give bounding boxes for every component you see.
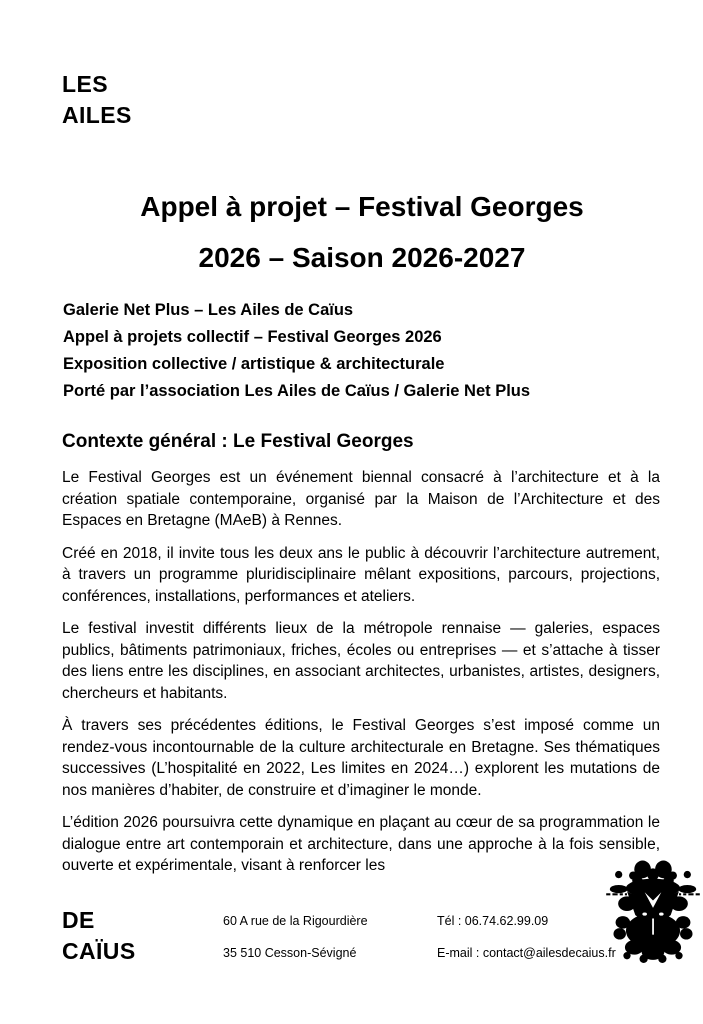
address-street: 60 A rue de la Rigourdière xyxy=(223,914,368,928)
paragraph-5: L’édition 2026 poursuivra cette dynamique en plaçant au cœur de sa programmation le dialogue entre art contemporain et architecture, dans une approche à la fois sensible, ouverte et expérimentale, visant à renforcer les xyxy=(62,814,660,874)
inkblot-logo-icon xyxy=(606,860,700,964)
body-content xyxy=(62,430,660,888)
paragraph-1: Le Festival Georges est un événement biennal consacré à l’architecture et à la création spatiale contemporaine, organisé par la Maison de l’Architecture et des Espaces en Bretagne (MAeB) à Rennes. xyxy=(62,469,660,529)
page-title xyxy=(62,181,662,283)
brand-wordmark-bottom xyxy=(62,905,136,967)
info-line-gallery: Galerie Net Plus – Les Ailes de Caïus xyxy=(63,301,354,319)
section-heading: Contexte général : Le Festival Georges xyxy=(62,431,414,452)
brand-line-les: LES xyxy=(62,71,108,97)
paragraph-2: Créé en 2018, il invite tous les deux ans le public à découvrir l’architecture autrement, à travers un programme pluridisciplinaire mêlant expositions, parcours, projections, conférences, installations, performances et ateliers. xyxy=(62,544,660,605)
brand-wordmark-top xyxy=(62,69,132,131)
email-text: E-mail : contact@ailesdecaius.fr xyxy=(437,946,616,960)
brand-line-caius: CAÏUS xyxy=(62,938,136,964)
paragraph-4: À travers ses précédentes éditions, le Festival Georges s’est imposé comme un rendez-vous incontournable de la culture architecturale en Bretagne. Ses thématiques successives (L’hospitalité en 2022, Les limites en 2024…) explorent les mutations de nos manières d’habiter, de construire et d’imaginer le monde. xyxy=(62,717,660,799)
brand-line-de: DE xyxy=(62,907,95,933)
info-line-association: Porté par l’association Les Ailes de Caïus / Galerie Net Plus xyxy=(63,382,531,400)
page-title-line-2: 2026 – Saison 2026-2027 xyxy=(198,241,526,273)
address-city: 35 510 Cesson-Sévigné xyxy=(223,946,357,960)
paragraph-3: Le festival investit différents lieux de la métropole rennaise — galeries, espaces publics, bâtiments patrimoniaux, friches, écoles ou entreprises — et s’attache à tisser des liens entre les disciplines, en associant architectes, urbanistes, artistes, designers, chercheurs et habitants. xyxy=(62,620,660,702)
footer-address xyxy=(223,914,368,978)
info-line-call: Appel à projets collectif – Festival Georges 2026 xyxy=(63,328,442,346)
project-info-block xyxy=(63,297,530,405)
info-line-exposition: Exposition collective / artistique & architecturale xyxy=(63,355,445,373)
page-title-line-1: Appel à projet – Festival Georges xyxy=(140,190,584,222)
phone-text: Tél : 06.74.62.99.09 xyxy=(437,914,549,928)
footer-contact xyxy=(437,914,616,978)
brand-line-ailes: AILES xyxy=(62,102,132,128)
